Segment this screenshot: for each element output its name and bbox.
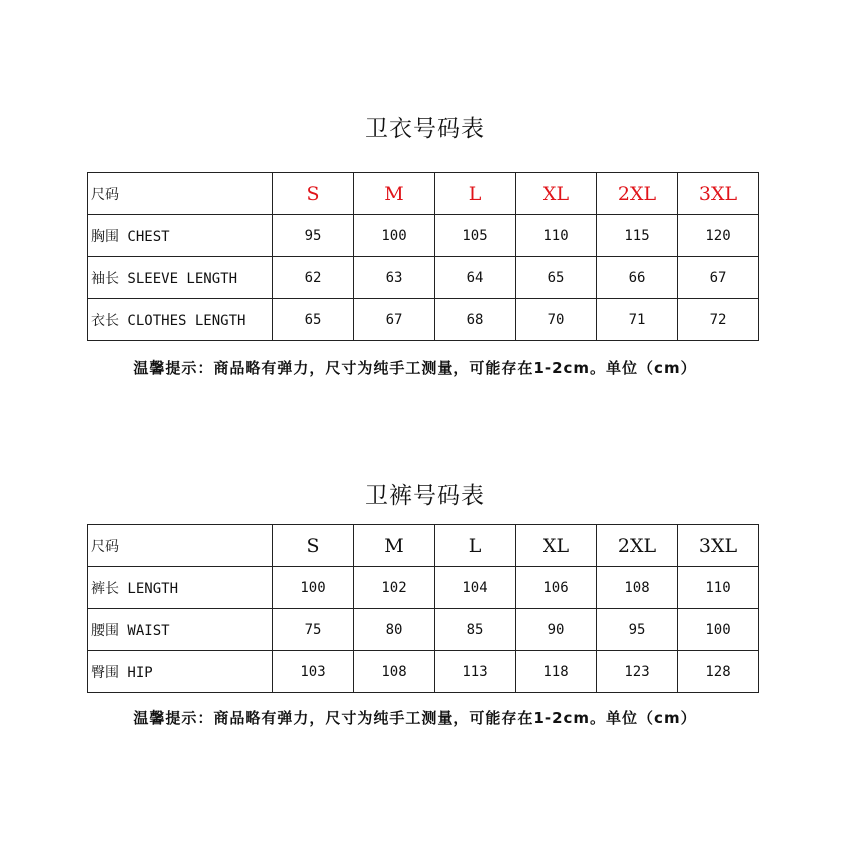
measurement-cell: 95: [273, 215, 354, 257]
table-row: [88, 299, 759, 341]
measurement-cell: 118: [516, 651, 597, 693]
size-column-header: S: [273, 173, 354, 215]
measurement-cell: 100: [273, 567, 354, 609]
table-row: [88, 257, 759, 299]
measurement-cell: 72: [678, 299, 759, 341]
measurement-label: 胸围 CHEST: [88, 215, 273, 257]
measurement-cell: 71: [597, 299, 678, 341]
measurement-cell: 62: [273, 257, 354, 299]
measurement-cell: 80: [354, 609, 435, 651]
measurement-label: 臀围 HIP: [88, 651, 273, 693]
size-header-label: 尺码: [88, 525, 273, 567]
table-header-row: [88, 525, 759, 567]
table-row: [88, 215, 759, 257]
table-header-row: [88, 173, 759, 215]
size-column-header: S: [273, 525, 354, 567]
measurement-cell: 108: [354, 651, 435, 693]
measurement-cell: 105: [435, 215, 516, 257]
hoodie-size-table: [87, 172, 759, 341]
measurement-cell: 106: [516, 567, 597, 609]
measurement-cell: 63: [354, 257, 435, 299]
measurement-label: 腰围 WAIST: [88, 609, 273, 651]
table-row: [88, 651, 759, 693]
pants-size-table: [87, 524, 759, 693]
size-column-header: M: [354, 173, 435, 215]
size-column-header: 3XL: [678, 525, 759, 567]
size-column-header: L: [435, 173, 516, 215]
measurement-cell: 120: [678, 215, 759, 257]
measurement-cell: 110: [678, 567, 759, 609]
table-row: [88, 609, 759, 651]
measurement-cell: 65: [273, 299, 354, 341]
size-column-header: XL: [516, 173, 597, 215]
measurement-cell: 66: [597, 257, 678, 299]
measurement-label: 衣长 CLOTHES LENGTH: [88, 299, 273, 341]
measurement-cell: 68: [435, 299, 516, 341]
measurement-cell: 104: [435, 567, 516, 609]
measurement-cell: 123: [597, 651, 678, 693]
size-column-header: L: [435, 525, 516, 567]
measurement-cell: 115: [597, 215, 678, 257]
hoodie-measurement-note: 温馨提示：商品略有弹力，尺寸为纯手工测量，可能存在1-2cm。单位（cm）: [133, 359, 697, 377]
measurement-cell: 85: [435, 609, 516, 651]
measurement-cell: 108: [597, 567, 678, 609]
measurement-cell: 128: [678, 651, 759, 693]
size-column-header: XL: [516, 525, 597, 567]
size-header-label: 尺码: [88, 173, 273, 215]
size-column-header: M: [354, 525, 435, 567]
pants-size-chart-title: 卫裤号码表: [365, 483, 485, 509]
table-row: [88, 567, 759, 609]
measurement-label: 袖长 SLEEVE LENGTH: [88, 257, 273, 299]
measurement-cell: 100: [678, 609, 759, 651]
measurement-cell: 113: [435, 651, 516, 693]
measurement-cell: 67: [678, 257, 759, 299]
measurement-cell: 75: [273, 609, 354, 651]
size-column-header: 3XL: [678, 173, 759, 215]
size-column-header: 2XL: [597, 173, 678, 215]
measurement-cell: 70: [516, 299, 597, 341]
measurement-cell: 64: [435, 257, 516, 299]
measurement-cell: 95: [597, 609, 678, 651]
measurement-cell: 110: [516, 215, 597, 257]
measurement-cell: 100: [354, 215, 435, 257]
measurement-cell: 90: [516, 609, 597, 651]
hoodie-size-chart-title: 卫衣号码表: [365, 116, 485, 142]
measurement-cell: 102: [354, 567, 435, 609]
measurement-cell: 65: [516, 257, 597, 299]
measurement-label: 裤长 LENGTH: [88, 567, 273, 609]
measurement-cell: 103: [273, 651, 354, 693]
size-column-header: 2XL: [597, 525, 678, 567]
measurement-cell: 67: [354, 299, 435, 341]
pants-measurement-note: 温馨提示：商品略有弹力，尺寸为纯手工测量，可能存在1-2cm。单位（cm）: [133, 709, 697, 727]
